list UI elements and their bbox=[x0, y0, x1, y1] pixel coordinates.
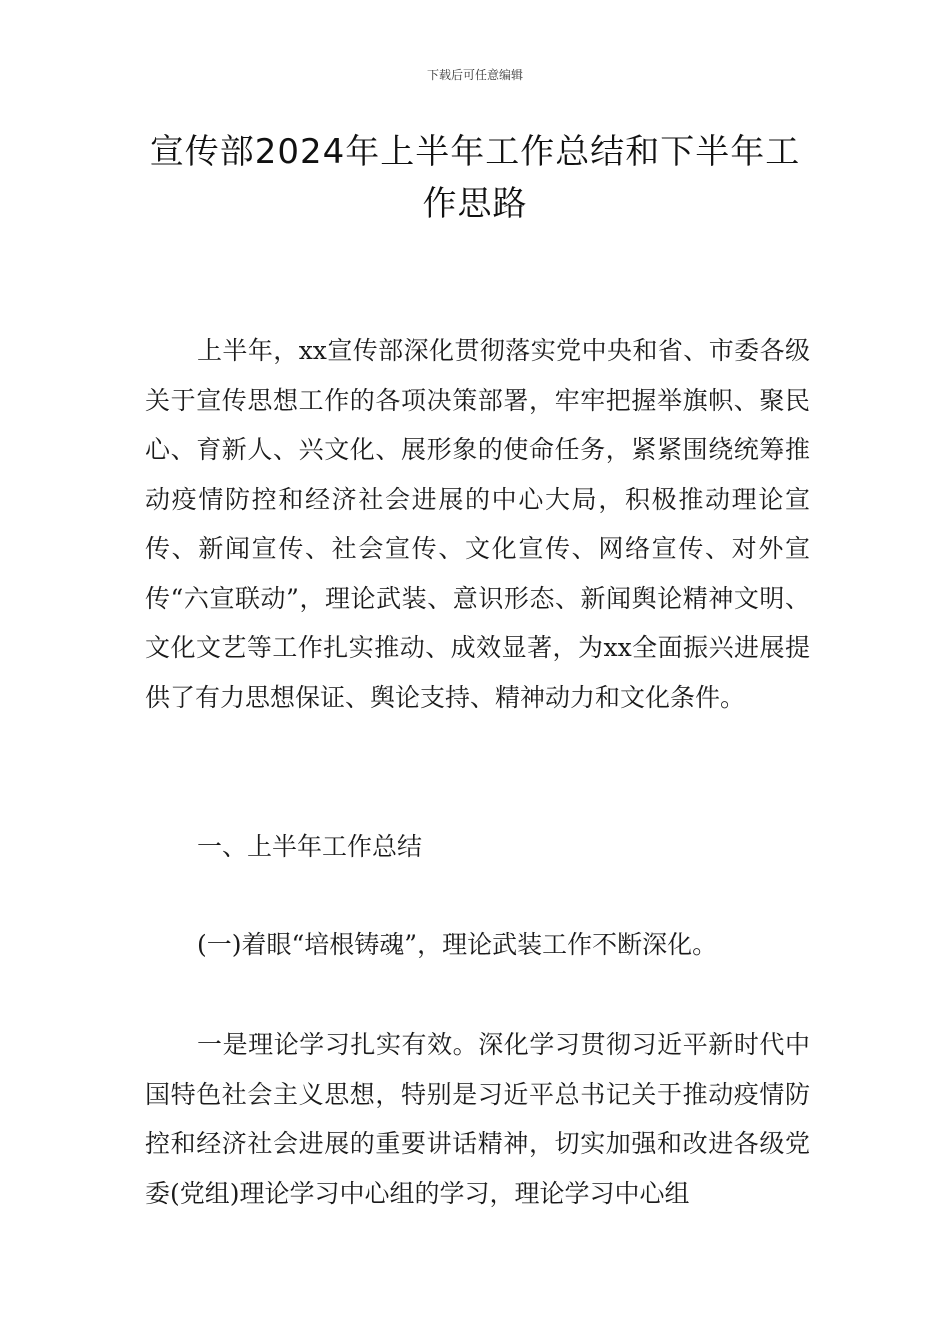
header-note: 下载后可任意编辑 bbox=[426, 68, 523, 82]
intro-paragraph: 上半年，xx宣传部深化贯彻落实党中央和省、市委各级关于宣传思想工作的各项决策部署，牢牢把握举旗帜、聚民心、育新人、兴文化、展形象的使命任务，紧紧围绕统筹推动疫情防控和经济社会进展的中心大局，积极推动理论宣传、新闻宣传、社会宣传、文化宣传、网络宣传、对外宣传“六宣联动”，理论武装、意识形态、新闻舆论精神文明、文化文艺等工作扎实推动、成效显著，为xx全面振兴进展提供了有力思想保证、舆论支持、精神动力和文化条件。 bbox=[145, 336, 810, 712]
body-paragraph: 一是理论学习扎实有效。深化学习贯彻习近平新时代中国特色社会主义思想，特别是习近平总书记关于推动疫情防控和经济社会进展的重要讲话精神，切实加强和改进各级党委(党组)理论学习中心组的学习，理论学习中心组 bbox=[145, 1030, 810, 1208]
subsection-heading: (一)着眼“培根铸魂”，理论武装工作不断深化。 bbox=[197, 930, 718, 959]
document-title: 宣传部2024年上半年工作总结和下半年工作思路 bbox=[149, 132, 801, 224]
section-heading: 一、上半年工作总结 bbox=[197, 832, 423, 861]
